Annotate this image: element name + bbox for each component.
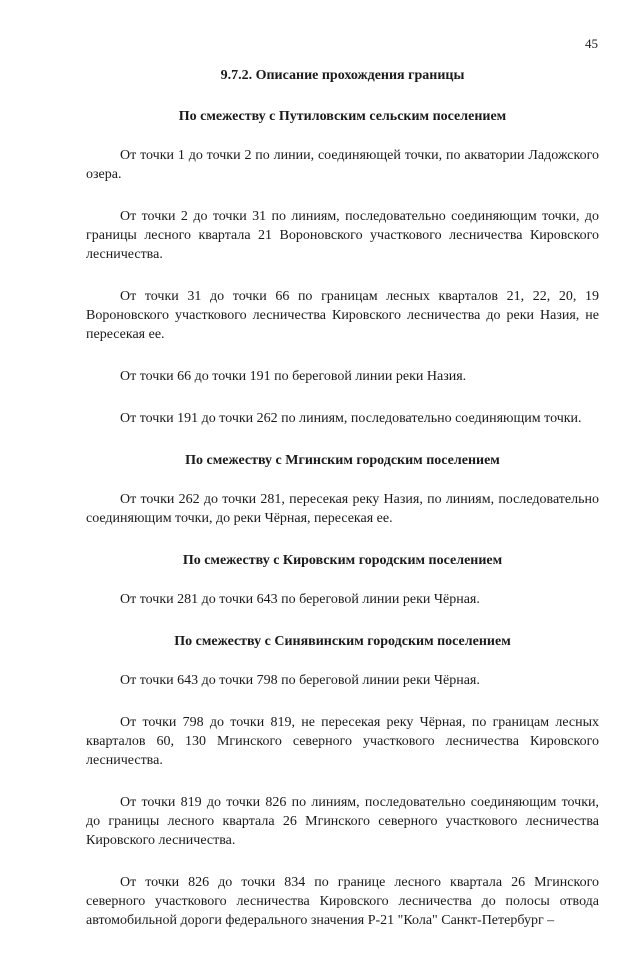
paragraph: От точки 66 до точки 191 по береговой линии реки Назия. xyxy=(120,369,467,384)
paragraph: От точки 262 до точки 281, пересекая реку Назия, по линиям, последовательно соединяющим точки, до реки Чёрная, пересекая ее. xyxy=(86,492,599,526)
page-number: 45 xyxy=(585,36,598,51)
paragraph: От точки 643 до точки 798 по береговой линии реки Чёрная. xyxy=(120,673,480,688)
paragraph: От точки 31 до точки 66 по границам лесных кварталов 21, 22, 20, 19 Вороновского участкового лесничества Кировского лесничества до реки Назия, не пересекая ее. xyxy=(86,289,599,342)
paragraph: От точки 191 до точки 262 по линиям, последовательно соединяющим точки. xyxy=(120,411,582,426)
paragraph: От точки 2 до точки 31 по линиям, последовательно соединяющим точки, до границы лесного квартала 21 Вороновского участкового лесничества Кировского лесничества. xyxy=(86,209,599,262)
document-body xyxy=(86,66,599,953)
paragraph: От точки 826 до точки 834 по границе лесного квартала 26 Мгинского северного участкового лесничества Кировского лесничества до полосы отвода автомобильной дороги федерального значения Р-21 "Кола" Санкт-Петербург – xyxy=(86,875,599,928)
section-heading-mginskoe: По смежеству с Мгинским городским поселением xyxy=(185,453,500,468)
paragraph: От точки 281 до точки 643 по береговой линии реки Чёрная. xyxy=(120,592,480,607)
section-heading-putilovskoe: По смежеству с Путиловским сельским поселением xyxy=(178,109,507,124)
paragraph: От точки 798 до точки 819, не пересекая реку Чёрная, по границам лесных кварталов 60, 130 Мгинского северного участкового лесничества Кировского лесничества. xyxy=(86,715,599,768)
section-title: 9.7.2. Описание прохождения границы xyxy=(220,68,465,83)
section-heading-sinyavinskoe: По смежеству с Синявинским городским поселением xyxy=(174,634,511,649)
section-heading-kirovskoe: По смежеству с Кировским городским поселением xyxy=(182,553,503,568)
paragraph: От точки 1 до точки 2 по линии, соединяющей точки, по акватории Ладожского озера. xyxy=(86,148,599,182)
paragraph: От точки 819 до точки 826 по линиям, последовательно соединяющим точки, до границы лесного квартала 26 Мгинского северного участкового лесничества Кировского лесничества. xyxy=(86,795,599,848)
